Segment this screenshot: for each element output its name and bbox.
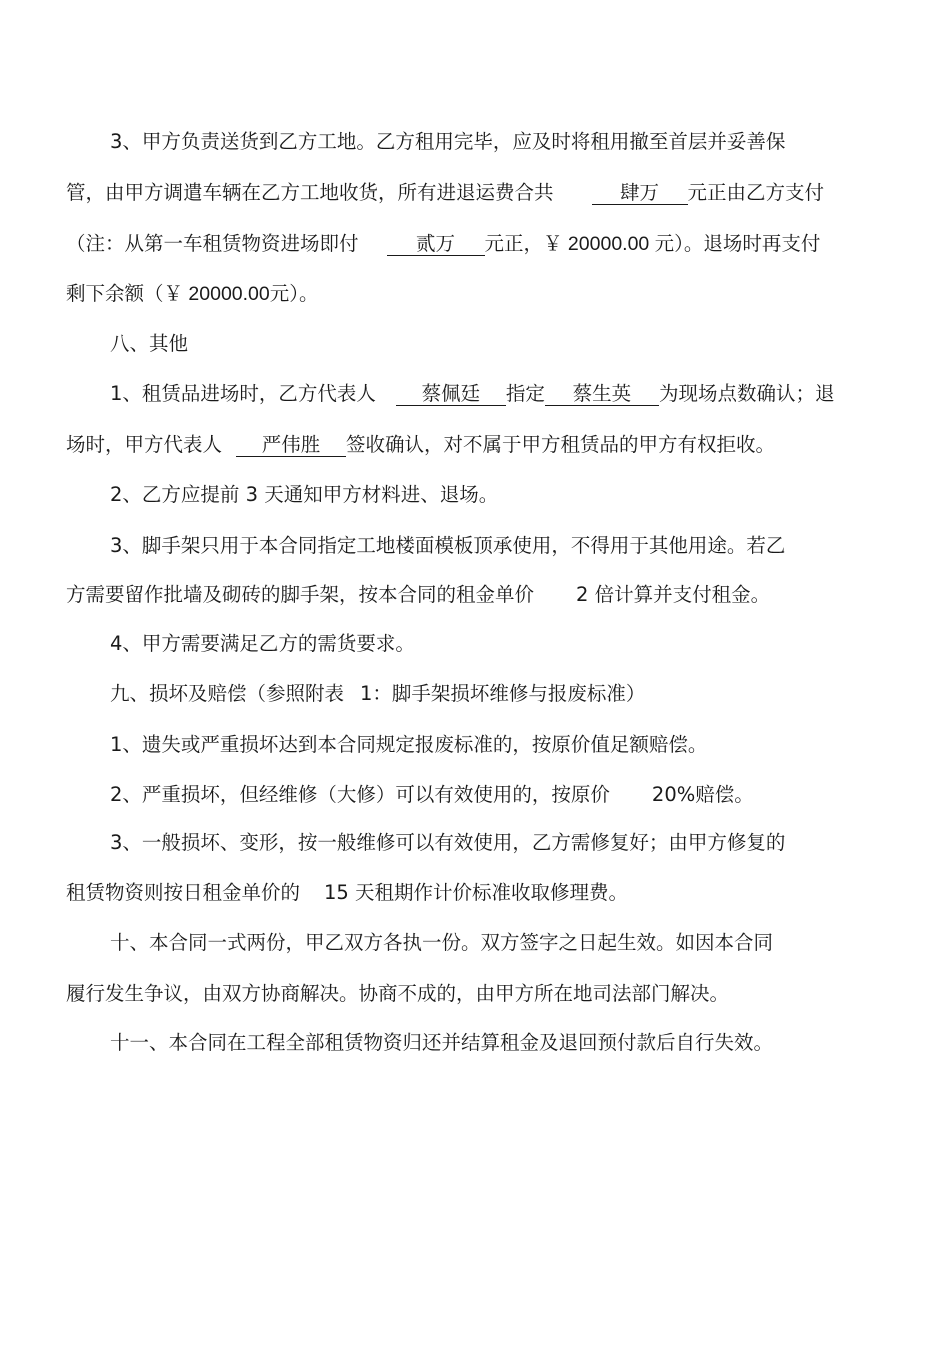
prepay-fill: 贰万 xyxy=(387,233,485,256)
text: 15 天租期作计价标准收取修理费。 xyxy=(324,881,629,904)
s9-heading xyxy=(110,681,645,707)
text: 2 倍计算并支付租金。 xyxy=(576,583,771,606)
heading: 1：脚手架损坏维修与报废标准） xyxy=(360,682,646,705)
heading: 九、损坏及赔偿（参照附表 xyxy=(110,682,345,705)
designee-fill: 蔡生英 xyxy=(545,383,659,406)
heading: 八、其他 xyxy=(110,332,189,355)
s9-item3-line1 xyxy=(110,830,785,856)
text: 20%赔偿。 xyxy=(651,783,754,806)
s8-item3-line1 xyxy=(110,533,785,559)
text: 1、租赁品进场时，乙方代表人 xyxy=(110,382,376,405)
text: 3、甲方负责送货到乙方工地。乙方租用完毕，应及时将租用撤至首层并妥善保 xyxy=(110,130,786,153)
text: 3、一般损坏、变形，按一般维修可以有效使用，乙方需修复好；由甲方修复的 xyxy=(110,831,786,854)
text: 剩下余额（￥ 20000.00元）。 xyxy=(66,283,319,305)
s8-heading xyxy=(110,331,188,357)
s9-item3-line2 xyxy=(66,880,628,906)
text: （注：从第一车租赁物资进场即付 xyxy=(66,232,359,255)
text: 租赁物资则按日租金单价的 xyxy=(66,881,301,904)
s10-line1 xyxy=(110,930,773,956)
s7-item3-line2 xyxy=(66,180,824,206)
text: 场时，甲方代表人 xyxy=(66,433,223,456)
party-a-rep-fill: 严伟胜 xyxy=(236,434,346,457)
text: 方需要留作批墙及砌砖的脚手架，按本合同的租金单价 xyxy=(66,583,535,606)
text: 管，由甲方调遣车辆在乙方工地收货，所有进退运费合共 xyxy=(66,181,554,204)
s7-item3-line1 xyxy=(110,129,785,155)
text: 十一、本合同在工程全部租赁物资归还并结算租金及退回预付款后自行失效。 xyxy=(110,1031,774,1054)
text: 1、遗失或严重损坏达到本合同规定报废标准的，按原价值足额赔偿。 xyxy=(110,733,708,756)
text: 2、乙方应提前 3 天通知甲方材料进、退场。 xyxy=(110,483,499,506)
text: 为现场点数确认；退 xyxy=(658,382,835,405)
text: 元正，￥ 20000.00 元）。退场时再支付 xyxy=(484,233,821,255)
text: 十、本合同一式两份，甲乙双方各执一份。双方签字之日起生效。如因本合同 xyxy=(110,931,774,954)
s9-item2 xyxy=(110,782,754,808)
text: 指定 xyxy=(505,382,545,405)
s7-item3-line4 xyxy=(66,281,319,307)
s8-item1-line1 xyxy=(110,381,834,407)
party-b-rep-fill: 蔡佩廷 xyxy=(396,383,506,406)
s10-line2 xyxy=(66,981,729,1007)
text: 2、严重损坏，但经维修（大修）可以有效使用的，按原价 xyxy=(110,783,610,806)
s8-item2 xyxy=(110,482,498,508)
s8-item3-line2 xyxy=(66,582,770,608)
freight-total-fill: 肆万 xyxy=(592,182,688,205)
text: 元正由乙方支付 xyxy=(687,181,825,204)
text: 3、脚手架只用于本合同指定工地楼面模板顶承使用，不得用于其他用途。若乙 xyxy=(110,534,786,557)
s8-item1-line2 xyxy=(66,432,775,458)
text: 签收确认，对不属于甲方租赁品的甲方有权拒收。 xyxy=(346,433,776,456)
s8-item4 xyxy=(110,631,415,657)
s7-item3-line3 xyxy=(66,231,820,257)
text: 履行发生争议，由双方协商解决。协商不成的，由甲方所在地司法部门解决。 xyxy=(66,982,730,1005)
s11 xyxy=(110,1030,773,1056)
text: 4、甲方需要满足乙方的需货要求。 xyxy=(110,632,415,655)
s9-item1 xyxy=(110,732,707,758)
